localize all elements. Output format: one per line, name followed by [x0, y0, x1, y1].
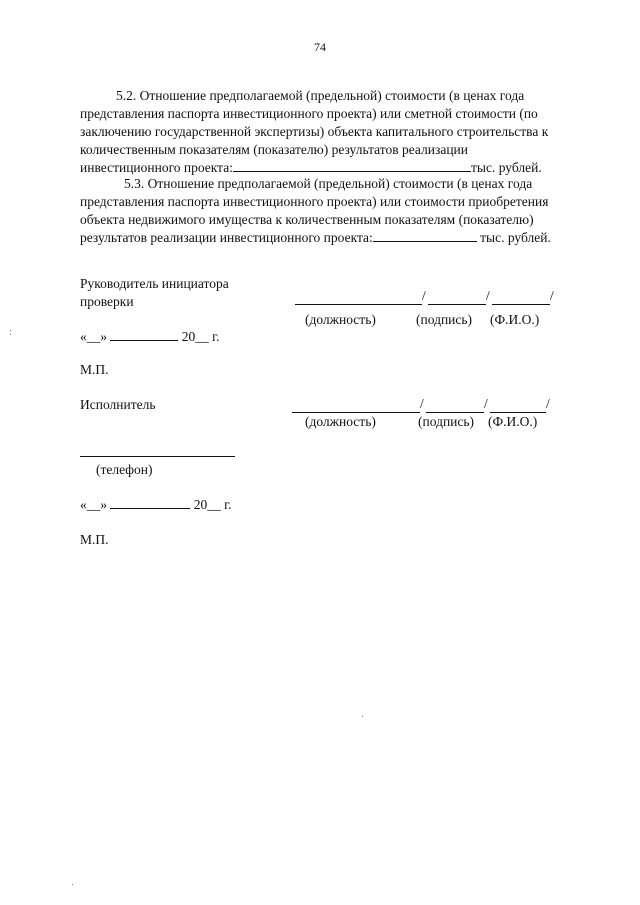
paragraph-5-2-value-blank[interactable]: [233, 170, 471, 172]
paragraph-5-2-line-1: 5.2. Отношение предполагаемой (предельной) стоимости (в ценах года: [116, 88, 525, 103]
separator-slash: /: [486, 288, 490, 303]
caption-name: (Ф.И.О.): [490, 312, 540, 327]
paragraph-5-3: [80, 175, 600, 247]
signer-role-line-2: проверки: [80, 294, 134, 309]
separator-slash: /: [420, 396, 424, 411]
date-day-field[interactable]: «__»: [80, 497, 107, 512]
caption-signature: (подпись): [418, 414, 475, 429]
caption-signature: (подпись): [416, 312, 473, 327]
executor-role: Исполнитель: [80, 397, 156, 412]
paragraph-5-3-value-blank[interactable]: [373, 240, 477, 242]
separator-slash: /: [550, 288, 554, 303]
date-year-field[interactable]: 20__ г.: [181, 329, 220, 344]
paragraph-5-2-line-2: [80, 105, 600, 123]
caption-name: (Ф.И.О.): [488, 414, 538, 429]
date-row-1: [80, 329, 220, 345]
executor-name-field[interactable]: [490, 396, 546, 413]
date-year-field[interactable]: 20__ г.: [193, 497, 232, 512]
separator-slash: /: [422, 288, 426, 303]
executor-position-field[interactable]: [292, 396, 420, 413]
paragraph-5-2-word: реализации: [402, 142, 468, 157]
executor-signature-field[interactable]: [426, 396, 484, 413]
date-month-field[interactable]: [110, 339, 178, 341]
paragraph-5-2-word: показателям: [179, 142, 250, 157]
paragraph-5-3-line-3: объекта недвижимого имущества к количественным показателям (показателю): [80, 212, 534, 227]
paragraph-5-2-line-4: [80, 141, 600, 159]
paragraph-5-2-word: количественным: [80, 142, 176, 157]
signer-signature-field[interactable]: [428, 288, 486, 305]
paragraph-5-3-unit: тыс. рублей.: [480, 230, 551, 245]
paragraph-5-2-line-2-text: представления паспорта инвестиционного проекта) или сметной стоимости (по: [80, 106, 538, 121]
caption-phone: (телефон): [96, 462, 153, 477]
scan-speck: [362, 716, 363, 717]
paragraph-5-3-line-4: [80, 229, 600, 247]
paragraph-5-3-value-label: результатов реализации инвестиционного проекта:: [80, 230, 373, 245]
scan-speck: [72, 884, 73, 885]
signer-role-line-1: Руководитель инициатора: [80, 276, 229, 291]
signer-name-field[interactable]: [492, 288, 550, 305]
seal-mark-1: М.П.: [80, 362, 109, 377]
seal-mark-2: М.П.: [80, 532, 109, 547]
caption-position: (должность): [305, 414, 376, 429]
date-row-2: [80, 497, 232, 513]
date-day-field[interactable]: «__»: [80, 329, 107, 344]
paragraph-5-2-line-3: заключению государственной экспертизы) объекта капитального строительства к: [80, 124, 549, 139]
paragraph-5-2: [80, 87, 600, 177]
separator-slash: /: [484, 396, 488, 411]
paragraph-5-2-word: (показателю): [253, 142, 329, 157]
paragraph-5-3-line-1: 5.3. Отношение предполагаемой (предельной) стоимости (в ценах года: [124, 176, 533, 191]
paragraph-5-2-word: результатов: [331, 142, 399, 157]
signer-position-field[interactable]: [295, 288, 422, 305]
date-month-field[interactable]: [110, 507, 190, 509]
paragraph-5-2-unit: тыс. рублей.: [470, 160, 542, 175]
phone-field[interactable]: [80, 456, 235, 457]
caption-position: (должность): [305, 312, 376, 327]
page-number: 74: [314, 40, 326, 54]
scan-speck: [10, 334, 11, 335]
paragraph-5-2-value-label: инвестиционного проекта:: [80, 160, 233, 175]
separator-slash: /: [546, 396, 550, 411]
paragraph-5-3-line-2: представления паспорта инвестиционного проекта) или стоимости приобретения: [80, 194, 549, 209]
scan-speck: [10, 330, 11, 331]
